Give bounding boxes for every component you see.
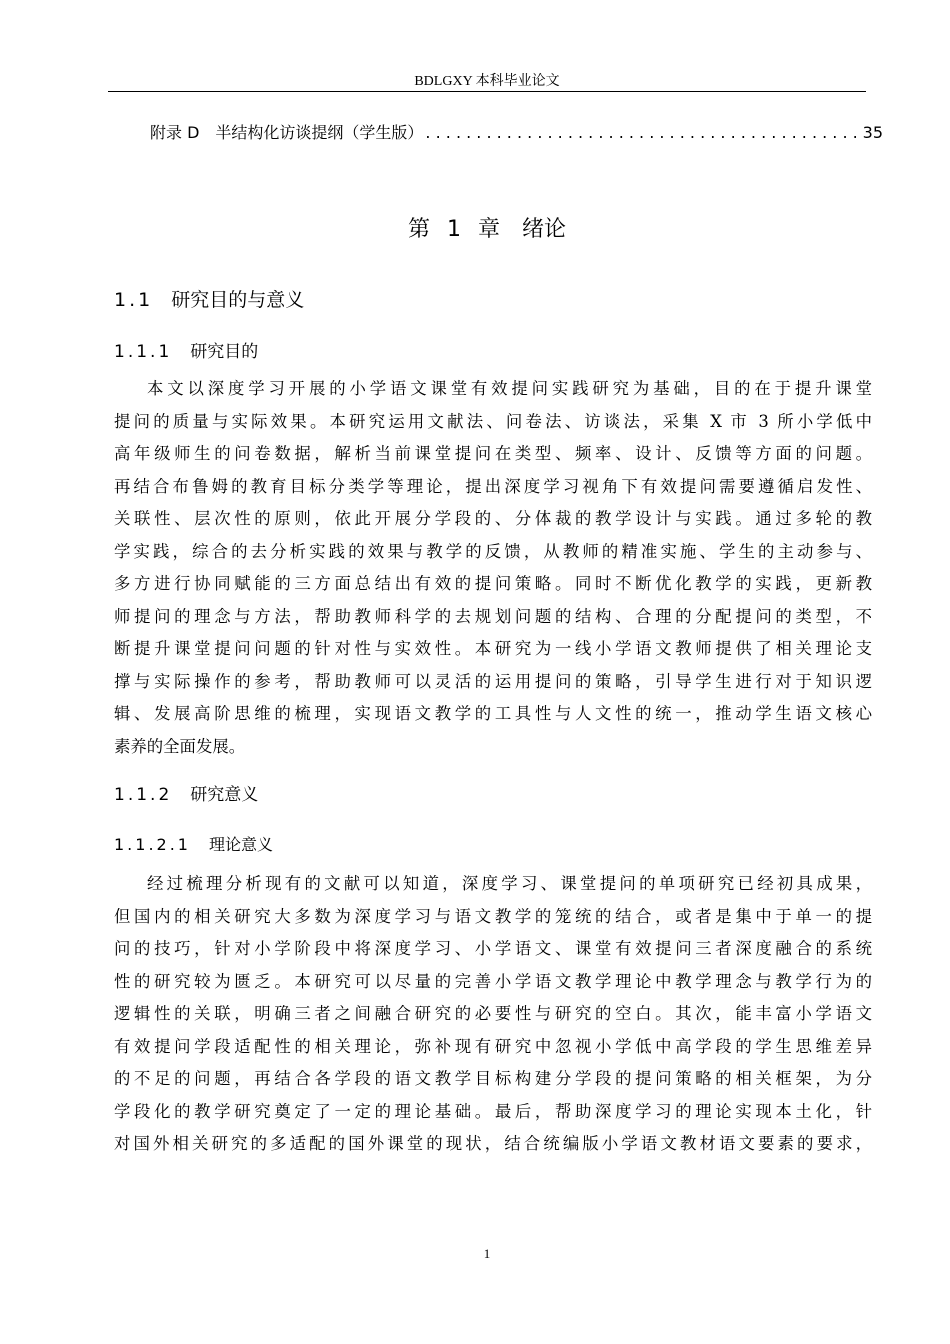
paragraph-line: 有效提问学段适配性的相关理论，弥补现有研究中忽视小学低中高学段的学生思维差异 bbox=[114, 1036, 872, 1056]
section-heading-1-1-1 bbox=[114, 337, 258, 362]
section-title: 研究目的 bbox=[190, 342, 259, 362]
section-number: 1.1.2.1 bbox=[114, 835, 191, 854]
paragraph-line: 再结合布鲁姆的教育目标分类学等理论，提出深度学习视角下有效提问需要遵循启发性、 bbox=[114, 476, 872, 496]
paragraph-line: 高年级师生的问卷数据，解析当前课堂提问在类型、频率、设计、反馈等方面的问题。 bbox=[114, 444, 872, 463]
chapter-title: 第 1 章 绪论 bbox=[408, 217, 566, 242]
section-number: 1.1 bbox=[114, 289, 154, 311]
section-number: 1.1.2 bbox=[114, 785, 173, 805]
toc-entry-page: 35 bbox=[862, 123, 883, 142]
toc-entry-label: 附录 D 半结构化访谈提纲（学生版） bbox=[150, 123, 424, 142]
paragraph-line: 关联性、层次性的原则，依此开展分学段的、分体裁的教学设计与实践。通过多轮的教 bbox=[114, 509, 872, 528]
paragraph-line: 多方进行协同赋能的三方面总结出有效的提问策略。同时不断优化教学的实践，更新教 bbox=[114, 574, 872, 593]
paragraph-line: 提问的质量与实际效果。本研究运用文献法、问卷法、访谈法，采集 X 市 3 所小学低中 bbox=[114, 411, 872, 431]
paragraph-line: 师提问的理念与方法，帮助教师科学的去规划问题的结构、合理的分配提问的类型，不 bbox=[114, 606, 872, 626]
section-heading-1-1 bbox=[114, 285, 304, 312]
paragraph-line: 的不足的问题，再结合各学段的语文教学目标构建分学段的提问策略的相关框架，为分 bbox=[114, 1069, 872, 1088]
header-rule bbox=[108, 91, 866, 92]
paragraph-line: 撑与实际操作的参考，帮助教师可以灵活的运用提问的策略，引导学生进行对于知识逻 bbox=[114, 671, 872, 691]
page-header: BDLGXY 本科毕业论文 bbox=[414, 74, 560, 89]
paragraph-line: 素养的全面发展。 bbox=[114, 736, 246, 756]
section-title: 研究目的与意义 bbox=[171, 289, 305, 311]
paragraph-line: 经过梳理分析现有的文献可以知道，深度学习、课堂提问的单项研究已经初具成果， bbox=[147, 874, 872, 893]
toc-entry[interactable] bbox=[150, 120, 883, 143]
section-heading-1-1-2-1 bbox=[114, 832, 273, 855]
paragraph-theoretical-significance bbox=[114, 868, 872, 1161]
paragraph-line: 逻辑性的关联，明确三者之间融合研究的必要性与研究的空白。其次，能丰富小学语文 bbox=[114, 1004, 872, 1023]
paragraph-line: 性的研究较为匮乏。本研究可以尽量的完善小学语文教学理论中教学理念与教学行为的 bbox=[114, 971, 872, 991]
paragraph-line: 本文以深度学习开展的小学语文课堂有效提问实践研究为基础，目的在于提升课堂 bbox=[147, 379, 872, 398]
section-heading-1-1-2 bbox=[114, 780, 258, 805]
section-title: 理论意义 bbox=[208, 835, 273, 854]
paragraph-line: 对国外相关研究的多适配的国外课堂的现状，结合统编版小学语文教材语文要素的要求， bbox=[114, 1134, 872, 1153]
paragraph-line: 学段化的教学研究奠定了一定的理论基础。最后，帮助深度学习的理论实现本土化，针 bbox=[114, 1101, 872, 1121]
page-number: 1 bbox=[483, 1246, 491, 1261]
section-title: 研究意义 bbox=[190, 785, 259, 805]
paragraph-line: 但国内的相关研究大多数为深度学习与语文教学的笼统的结合，或者是集中于单一的提 bbox=[114, 906, 872, 926]
toc-leader-dots bbox=[425, 123, 860, 142]
paragraph-line: 辑、发展高阶思维的梳理，实现语文教学的工具性与人文性的统一，推动学生语文核心 bbox=[114, 704, 872, 723]
paragraph-line: 断提升课堂提问问题的针对性与实效性。本研究为一线小学语文教师提供了相关理论支 bbox=[114, 639, 872, 658]
paragraph-line: 问的技巧，针对小学阶段中将深度学习、小学语文、课堂有效提问三者深度融合的系统 bbox=[114, 939, 872, 958]
section-number: 1.1.1 bbox=[114, 342, 173, 362]
paragraph-line: 学实践，综合的去分析实践的效果与教学的反馈，从教师的精准实施、学生的主动参与、 bbox=[114, 541, 872, 561]
paragraph-research-purpose bbox=[114, 373, 872, 763]
